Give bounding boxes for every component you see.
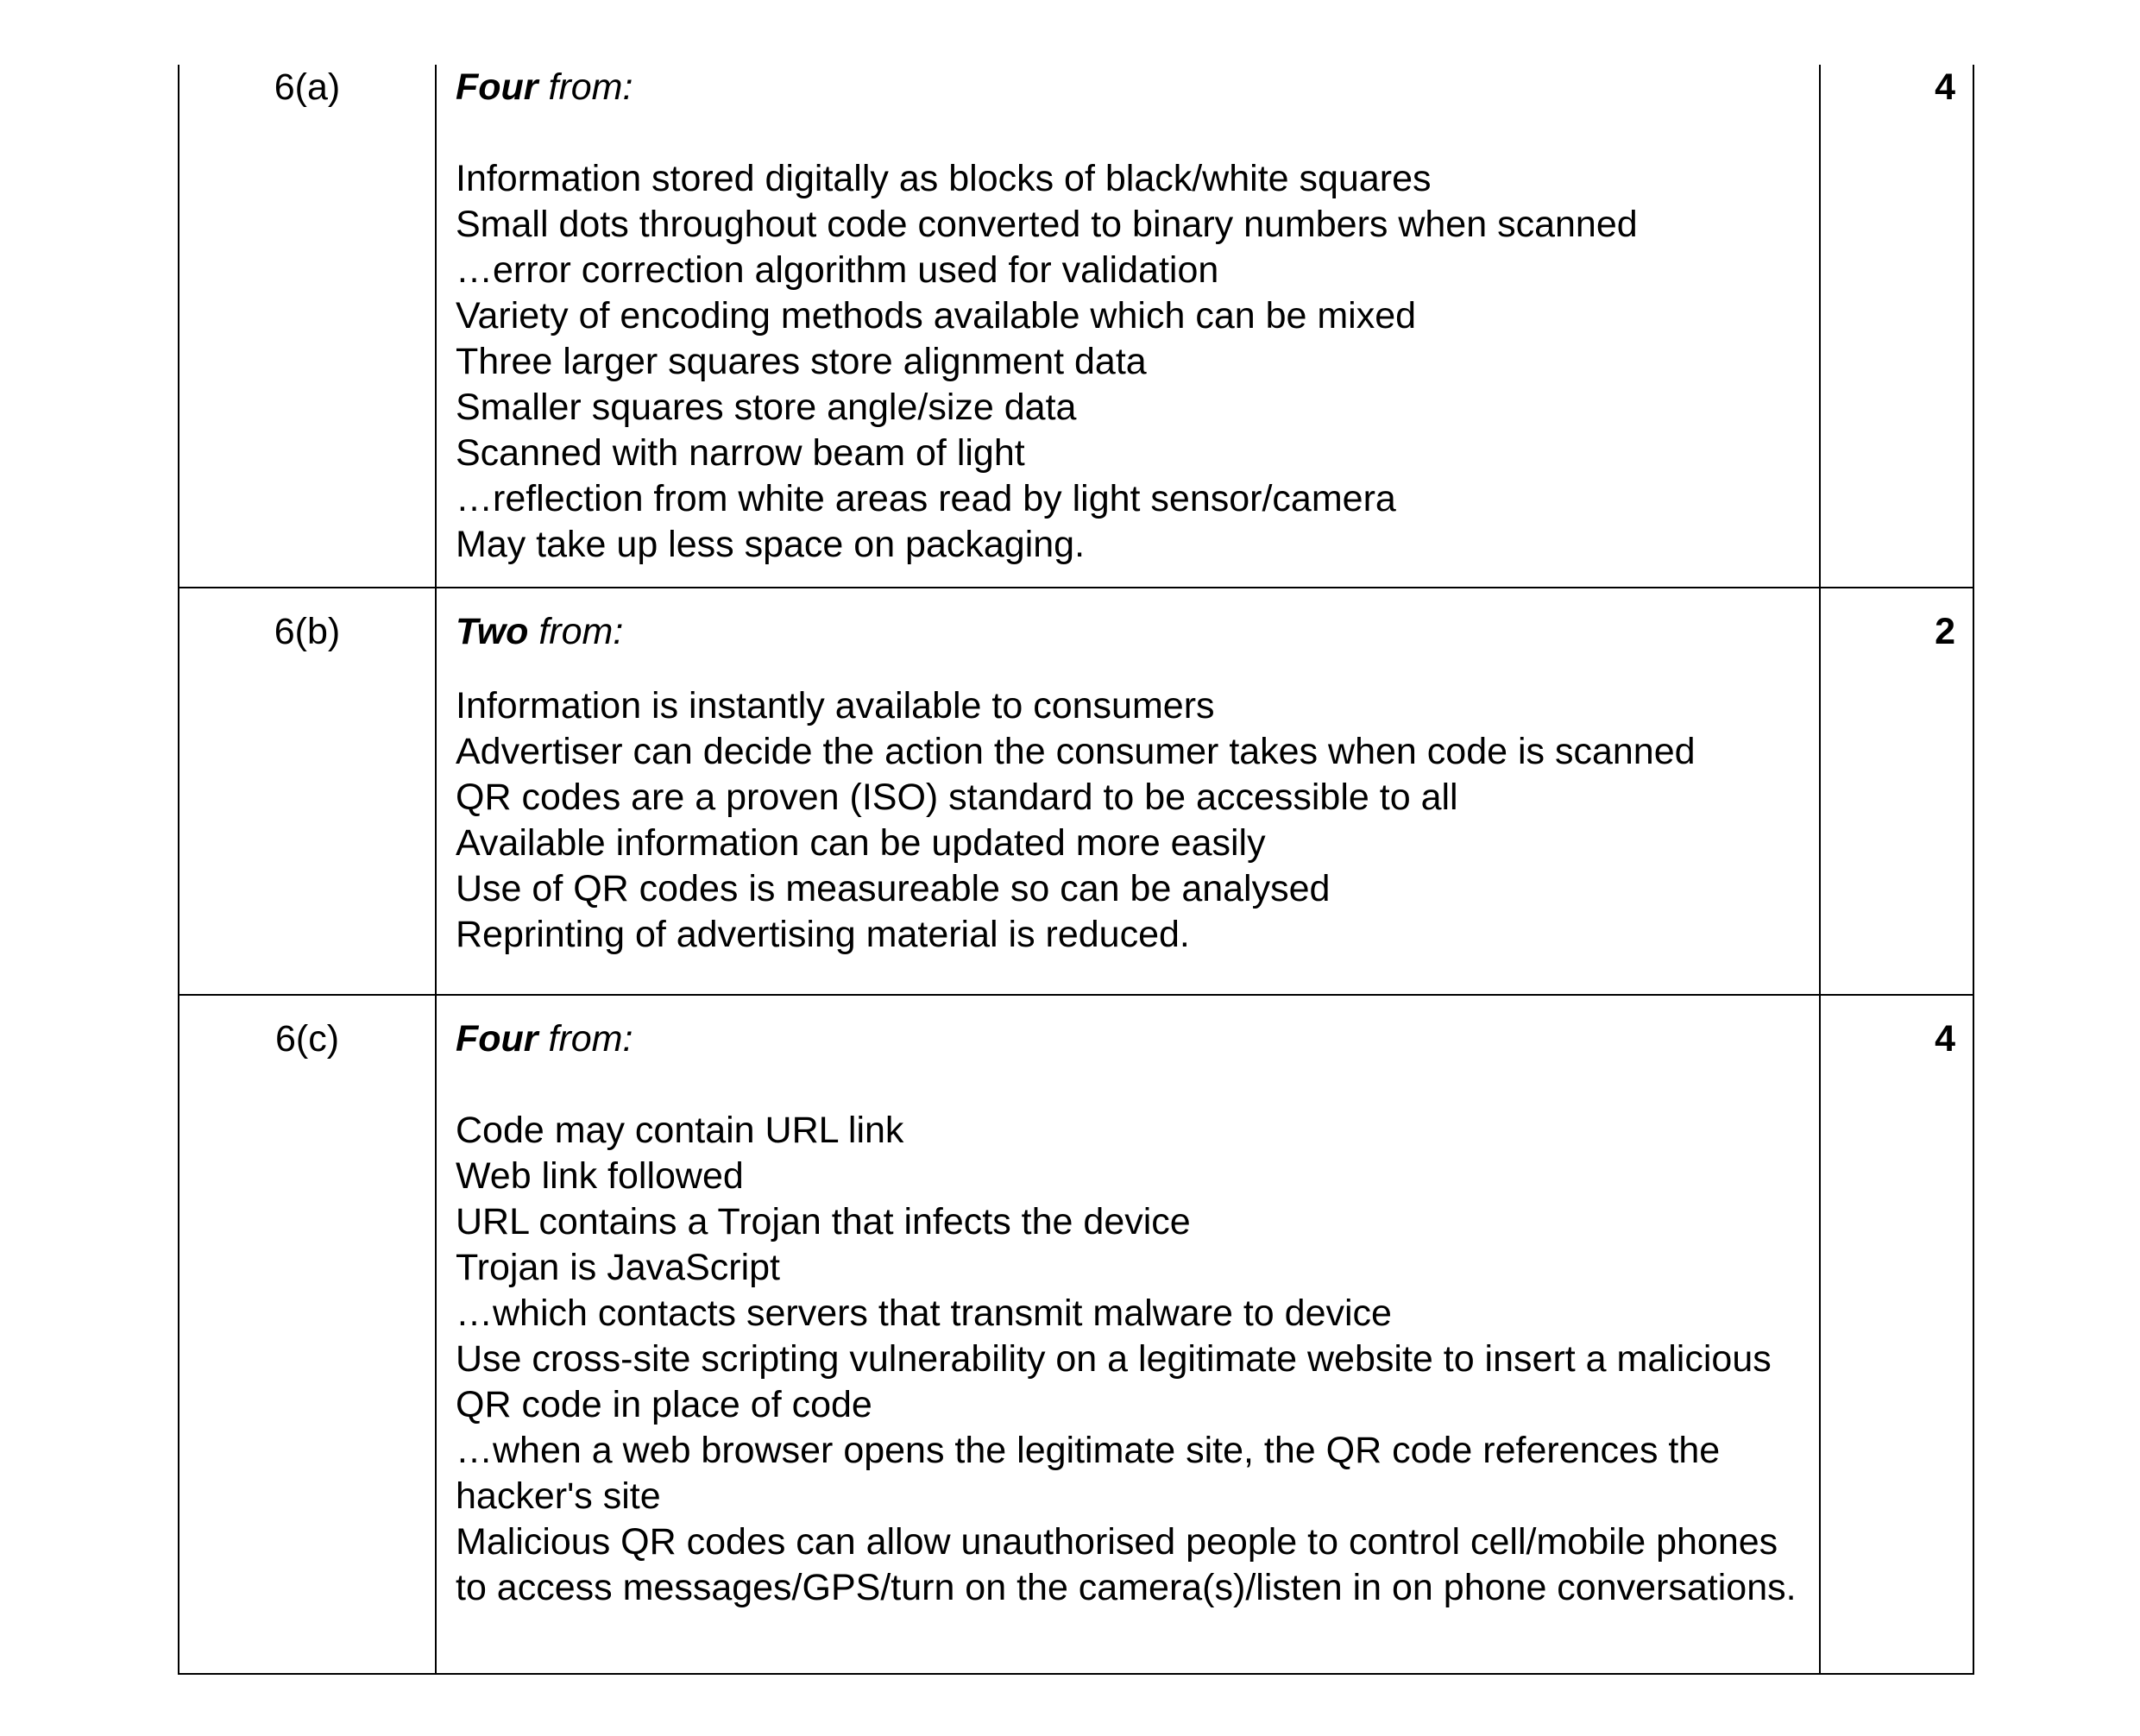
answer-point: Variety of encoding methods available which can be mixed bbox=[456, 295, 1417, 337]
answer-point: …reflection from white areas read by light sensor/camera bbox=[456, 478, 1396, 519]
answer-point: Use cross-site scripting vulnerability on a legitimate website to insert a malicious QR code in place of code bbox=[456, 1338, 1772, 1425]
marks-value: 4 bbox=[1935, 1018, 1955, 1060]
answer-intro bbox=[456, 1016, 1798, 1062]
answer-intro-rest: from: bbox=[528, 611, 624, 652]
answer-point: May take up less space on packaging. bbox=[456, 524, 1086, 565]
marks-cell bbox=[1820, 995, 1973, 1674]
answer-points bbox=[456, 156, 1798, 568]
answer-point: …when a web browser opens the legitimate site, the QR code references the hacker's site bbox=[456, 1430, 1721, 1517]
answer-point: Information stored digitally as blocks of black/white squares bbox=[456, 158, 1432, 199]
answer-point: …error correction algorithm used for validation bbox=[456, 249, 1219, 291]
answer-point: QR codes are a proven (ISO) standard to be accessible to all bbox=[456, 777, 1458, 818]
question-number-cell bbox=[179, 588, 436, 995]
table-row bbox=[179, 995, 1973, 1674]
question-number-cell bbox=[179, 65, 436, 588]
marks-value: 2 bbox=[1935, 611, 1955, 652]
answer-point: Three larger squares store alignment data bbox=[456, 341, 1147, 382]
answer-point: Reprinting of advertising material is reduced. bbox=[456, 914, 1190, 955]
answer-point: Smaller squares store angle/size data bbox=[456, 387, 1077, 428]
question-number: 6(c) bbox=[274, 1018, 340, 1060]
answer-intro-rest: from: bbox=[538, 66, 633, 108]
answer-intro bbox=[456, 65, 1798, 110]
marks-cell bbox=[1820, 65, 1973, 588]
answer-point: Scanned with narrow beam of light bbox=[456, 432, 1025, 474]
answer-points bbox=[456, 683, 1798, 958]
answer-cell bbox=[436, 995, 1820, 1674]
answer-point: Trojan is JavaScript bbox=[456, 1247, 780, 1288]
marks-value: 4 bbox=[1935, 66, 1955, 108]
answer-point: Available information can be updated more easily bbox=[456, 822, 1266, 864]
table-row bbox=[179, 65, 1973, 588]
question-number: 6(b) bbox=[274, 611, 341, 652]
answer-point: Use of QR codes is measureable so can be analysed bbox=[456, 868, 1331, 909]
answer-point: Small dots throughout code converted to binary numbers when scanned bbox=[456, 204, 1638, 245]
answer-point: …which contacts servers that transmit malware to device bbox=[456, 1293, 1392, 1334]
answer-cell bbox=[436, 588, 1820, 995]
answer-intro bbox=[456, 609, 1798, 655]
question-number-cell bbox=[179, 995, 436, 1674]
table-row bbox=[179, 588, 1973, 995]
answer-point: Advertiser can decide the action the consumer takes when code is scanned bbox=[456, 731, 1696, 772]
answer-intro-count: Four bbox=[456, 66, 538, 108]
answer-point: Malicious QR codes can allow unauthorised people to control cell/mobile phones to access messages/GPS/turn on the camera(s)/listen in on phone conversations. bbox=[456, 1521, 1797, 1608]
question-number: 6(a) bbox=[274, 66, 341, 108]
answer-point: Information is instantly available to consumers bbox=[456, 685, 1215, 726]
answer-point: Code may contain URL link bbox=[456, 1110, 904, 1151]
answer-point: Web link followed bbox=[456, 1155, 744, 1197]
answer-cell bbox=[436, 65, 1820, 588]
answer-intro-count: Four bbox=[456, 1018, 538, 1060]
mark-scheme-table bbox=[178, 65, 1974, 1675]
answer-intro-rest: from: bbox=[538, 1018, 633, 1060]
marks-cell bbox=[1820, 588, 1973, 995]
answer-point: URL contains a Trojan that infects the device bbox=[456, 1201, 1191, 1242]
answer-points bbox=[456, 1108, 1798, 1611]
answer-intro-count: Two bbox=[456, 611, 529, 652]
